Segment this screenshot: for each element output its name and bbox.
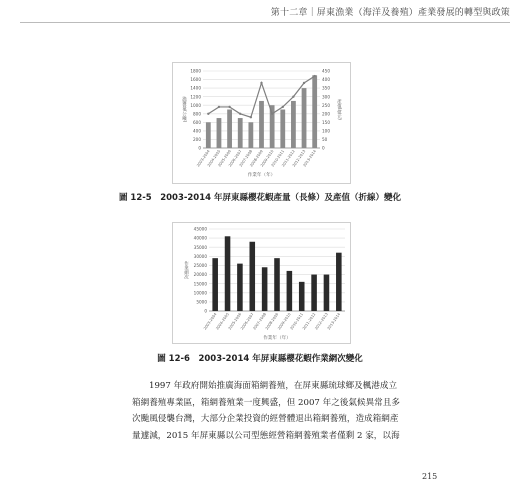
bar [302,88,307,148]
y-tick-label: 10000 [193,290,207,296]
figure-12-6-caption: 圖 12-6 2003-2014 年屏東縣櫻花蝦作業網次變化 [157,354,363,364]
bar [299,282,305,311]
page-number: 215 [422,472,438,481]
x-tick-label: 2011-2012 [281,149,296,168]
x-tick-label: 2005-2006 [217,149,232,168]
header-rule [20,22,510,23]
bar [312,75,317,148]
bar [237,264,243,311]
x-tick-label: 2013-2014 [302,149,318,168]
x-tick-label: 2008-2009 [264,312,280,331]
x-tick-label: 2004-2005 [215,312,230,331]
bar [212,258,218,311]
x-tick-label: 2013-2014 [326,312,342,331]
y-tick-label: 200 [193,137,201,143]
y-tick-label: 45000 [193,226,207,232]
bar [291,101,296,148]
x-axis-label: 作業年（年） [263,336,291,341]
y-right-tick-label: 350 [322,85,330,91]
x-tick-label: 2010-2011 [289,312,305,331]
bar [336,253,342,311]
bar [274,258,280,311]
value-point [228,106,230,108]
value-point [292,95,294,97]
x-tick-label: 2007-2008 [238,149,254,168]
body-line: 1997 年政府開始推廣海面箱網養殖，在屏東縣琉球鄉及楓港成立 [149,381,398,391]
y-axis-label: 作業網次 [183,261,189,279]
y-axis-label: 漁獲量(公噸) [181,96,187,123]
y-tick-label: 5000 [196,299,207,305]
x-tick-label: 2003-2004 [196,149,211,168]
x-tick-label: 2006-2007 [240,312,255,331]
figure-12-5-caption: 圖 12-5 2003-2014 年屏東縣櫻花蝦產量（長條）及產值（折線）變化 [118,193,402,203]
bar [217,118,222,148]
y-right-tick-label: 400 [322,77,330,83]
body-paragraph [132,378,412,444]
running-header: 第十二章｜屏東漁業（海洋及養殖）產業發展的轉型與政策 [270,8,510,18]
bar [225,236,231,311]
y-tick-label: 15000 [193,281,207,287]
value-point [250,116,252,118]
bar [262,267,268,311]
value-point [282,106,284,108]
bar [280,110,285,149]
y-tick-label: 0 [204,308,207,314]
bar [248,122,253,148]
y-tick-label: 40000 [193,235,207,241]
body-line: 量遽減，2015 年屏東縣以公司型態經營箱網養殖業者僅剩 2 家，以海 [132,430,400,441]
bar [259,101,264,148]
x-tick-label: 2008-2009 [249,149,264,168]
y-right-axis-label: 產值(億元) [336,98,342,121]
y-tick-label: 1000 [190,102,201,108]
y-tick-label: 400 [193,128,201,134]
value-point [303,82,305,84]
value-point [239,113,241,115]
x-tick-label: 2009-2010 [259,149,275,168]
y-right-tick-label: 250 [322,102,330,108]
y-right-tick-label: 200 [322,111,330,117]
bar [249,242,255,311]
x-axis-label: 作業年（年） [247,173,276,178]
x-tick-label: 2004-2005 [206,149,222,168]
y-tick-label: 1800 [190,68,201,74]
x-tick-label: 2009-2010 [277,312,292,331]
body-line: 次颱風侵襲台灣，大部分企業投資的經營體退出箱網養殖，造成箱網產 [132,414,399,424]
y-tick-label: 0 [198,145,201,151]
value-point [207,113,209,115]
x-tick-label: 2012-2013 [314,312,329,331]
y-tick-label: 20000 [193,272,207,278]
y-right-tick-label: 50 [322,137,328,143]
x-tick-label: 2012-2013 [291,149,307,168]
x-tick-label: 2007-2008 [252,312,267,331]
y-right-tick-label: 150 [322,119,330,125]
body-line: 箱網養殖專業區，箱網養殖業一度興盛，但 2007 年之後氣候異常且多 [132,397,400,408]
y-tick-label: 1600 [190,77,201,83]
x-tick-label: 2003-2004 [202,312,218,331]
x-tick-label: 2006-2007 [228,149,243,168]
bar [238,118,243,148]
figure-12-5-chart [172,62,351,184]
bar [227,110,232,149]
bar [287,271,293,311]
value-point [218,106,220,108]
value-point [313,75,315,77]
y-right-tick-label: 0 [322,145,325,151]
bar [270,105,275,148]
y-tick-label: 30000 [193,253,207,259]
production-value-chart [173,63,350,183]
y-right-tick-label: 450 [322,68,330,74]
figure-12-6-chart [172,222,351,344]
bar [311,275,317,311]
bar [206,122,211,148]
y-right-tick-label: 300 [322,94,330,100]
x-tick-label: 2011-2012 [301,312,317,331]
y-tick-label: 25000 [193,263,207,269]
value-point [271,113,273,115]
y-tick-label: 35000 [193,244,207,250]
y-right-tick-label: 100 [322,128,330,134]
y-tick-label: 800 [193,111,201,117]
y-tick-label: 1200 [190,94,201,100]
y-tick-label: 1400 [190,85,201,91]
bar [324,275,330,311]
x-tick-label: 2010-2011 [270,149,286,168]
y-tick-label: 600 [193,119,201,125]
x-tick-label: 2005-2006 [227,312,243,331]
value-point [260,82,262,84]
net-operations-chart [173,223,350,343]
